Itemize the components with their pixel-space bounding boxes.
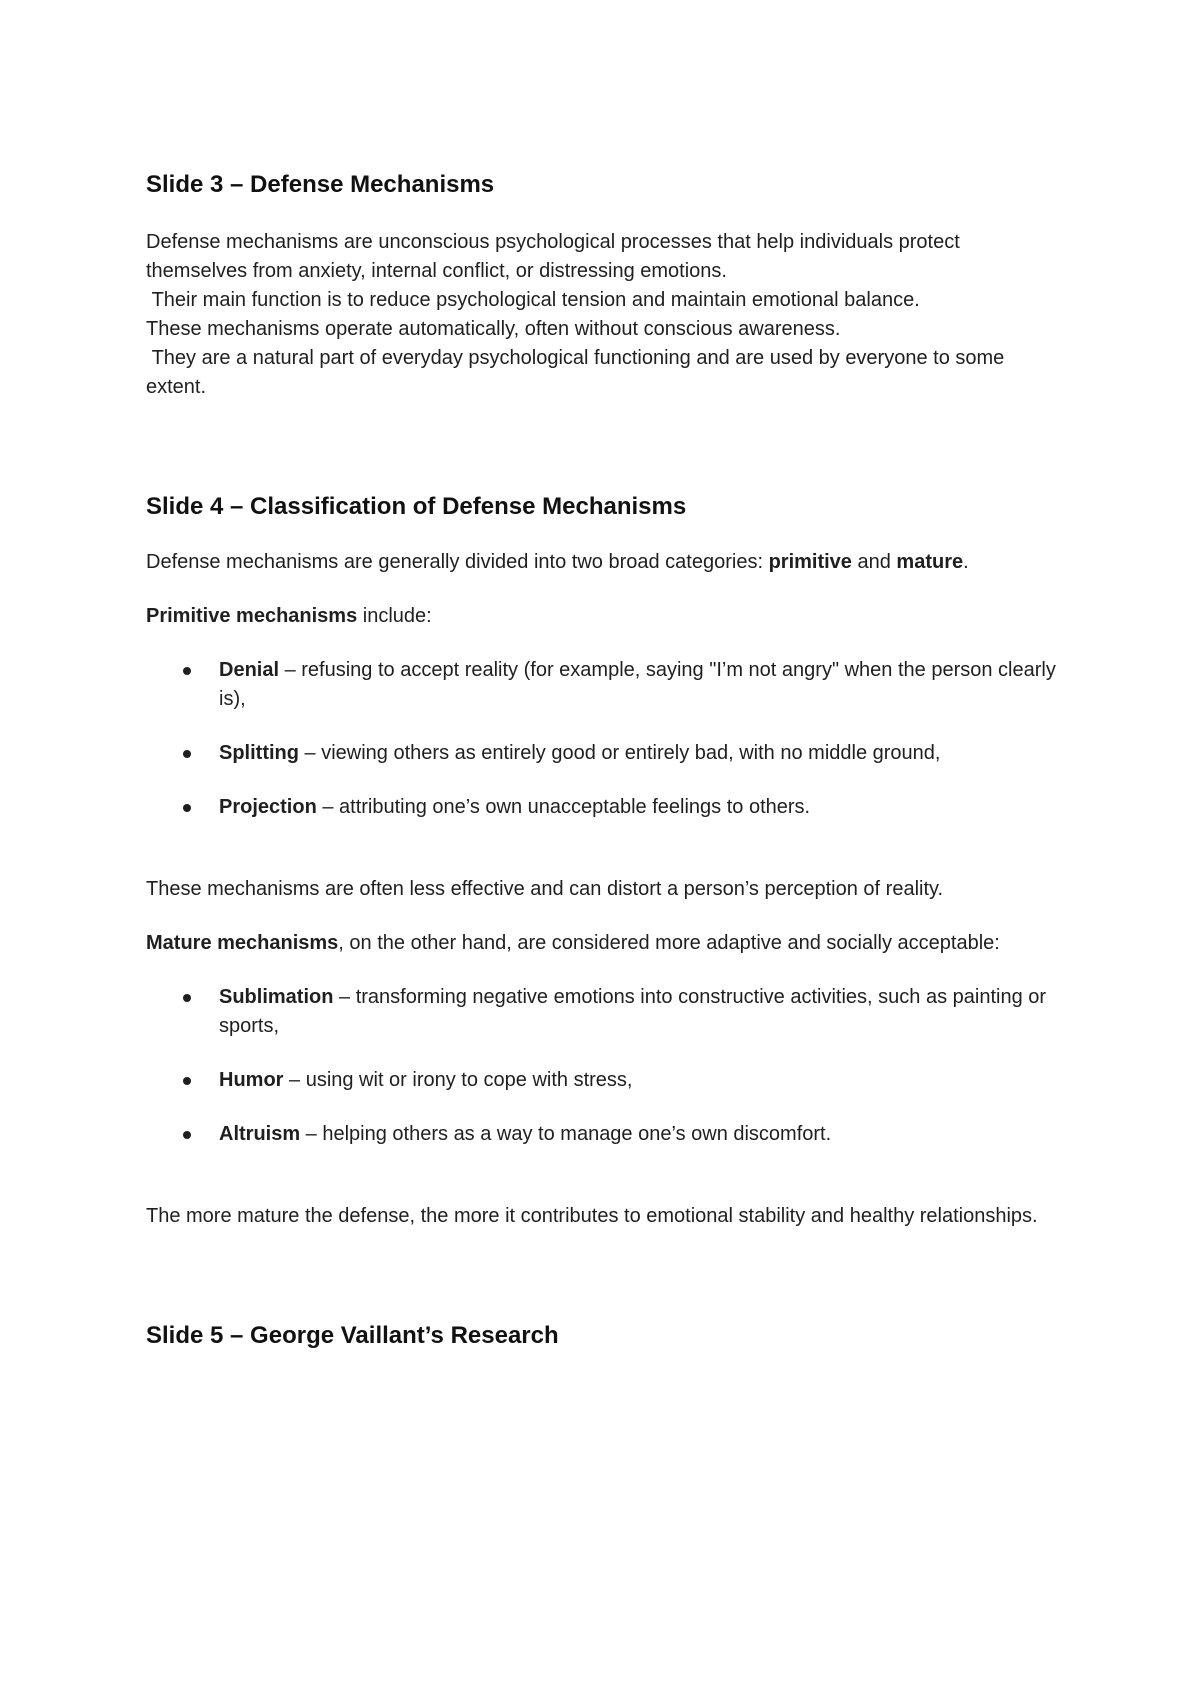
document-content	[146, 170, 1066, 1351]
item-desc: – transforming negative emotions into constructive activities, such as painting or sports,	[219, 986, 1047, 1037]
bullet-icon	[183, 667, 191, 675]
slide3-paragraph: Defense mechanisms are unconscious psychological processes that help individuals protect themselves from anxiety, internal conflict, or distressing emotions.	[146, 231, 960, 282]
bullet-icon	[183, 1077, 191, 1085]
list-item	[146, 1120, 1066, 1149]
item-term: Splitting	[219, 742, 299, 764]
slide3-paragraph: Their main function is to reduce psychological tension and maintain emotional balance.	[146, 289, 920, 311]
item-term: Denial	[219, 659, 280, 681]
item-term: Altruism	[219, 1123, 301, 1145]
closing-paragraph: The more mature the defense, the more it contributes to emotional stability and healthy relationships.	[146, 1205, 1038, 1227]
item-term: Sublimation	[219, 986, 334, 1008]
item-desc: – using wit or irony to cope with stress,	[283, 1069, 633, 1091]
slide3-paragraph: These mechanisms operate automatically, often without conscious awareness.	[146, 318, 841, 340]
item-desc: – helping others as a way to manage one’s own discomfort.	[300, 1123, 832, 1145]
list-item	[146, 1066, 1066, 1095]
mature-lead-text: , on the other hand, are considered more adaptive and socially acceptable:	[338, 932, 1000, 954]
item-desc: – refusing to accept reality (for example, saying "I’m not angry" when the person clearly is),	[219, 659, 1056, 710]
primitive-note: These mechanisms are often less effective and can distort a person’s perception of reality.	[146, 878, 944, 900]
slide3-heading: Slide 3 – Defense Mechanisms	[146, 171, 495, 198]
item-term: Projection	[219, 796, 317, 818]
intro-text: Defense mechanisms are generally divided into two broad categories:	[146, 551, 769, 573]
mature-lead	[146, 929, 1066, 958]
list-item	[146, 656, 1066, 714]
slide3-paragraph: They are a natural part of everyday psychological functioning and are used by everyone to some extent.	[146, 347, 1010, 398]
intro-text: .	[963, 551, 969, 573]
slide5-heading: Slide 5 – George Vaillant’s Research	[146, 1322, 559, 1349]
primitive-term: primitive	[768, 551, 852, 573]
item-term: Humor	[219, 1069, 284, 1091]
intro-text: and	[851, 551, 897, 573]
list-item	[146, 983, 1066, 1041]
primitive-lead-text: include:	[357, 605, 432, 627]
slide4-intro	[146, 548, 1066, 577]
mature-term: mature	[896, 551, 964, 573]
slide4-heading: Slide 4 – Classification of Defense Mechanisms	[146, 493, 687, 520]
bullet-icon	[183, 1131, 191, 1139]
primitive-lead	[146, 602, 1066, 631]
primitive-list	[146, 656, 1066, 822]
list-item	[146, 793, 1066, 822]
bullet-icon	[183, 804, 191, 812]
primitive-lead-bold: Primitive mechanisms	[146, 605, 358, 627]
mature-list	[146, 983, 1066, 1149]
item-desc: – attributing one’s own unacceptable feelings to others.	[316, 796, 811, 818]
mature-lead-bold: Mature mechanisms	[146, 932, 339, 954]
list-item	[146, 739, 1066, 768]
bullet-icon	[183, 750, 191, 758]
item-desc: – viewing others as entirely good or entirely bad, with no middle ground,	[298, 742, 941, 764]
bullet-icon	[183, 994, 191, 1002]
